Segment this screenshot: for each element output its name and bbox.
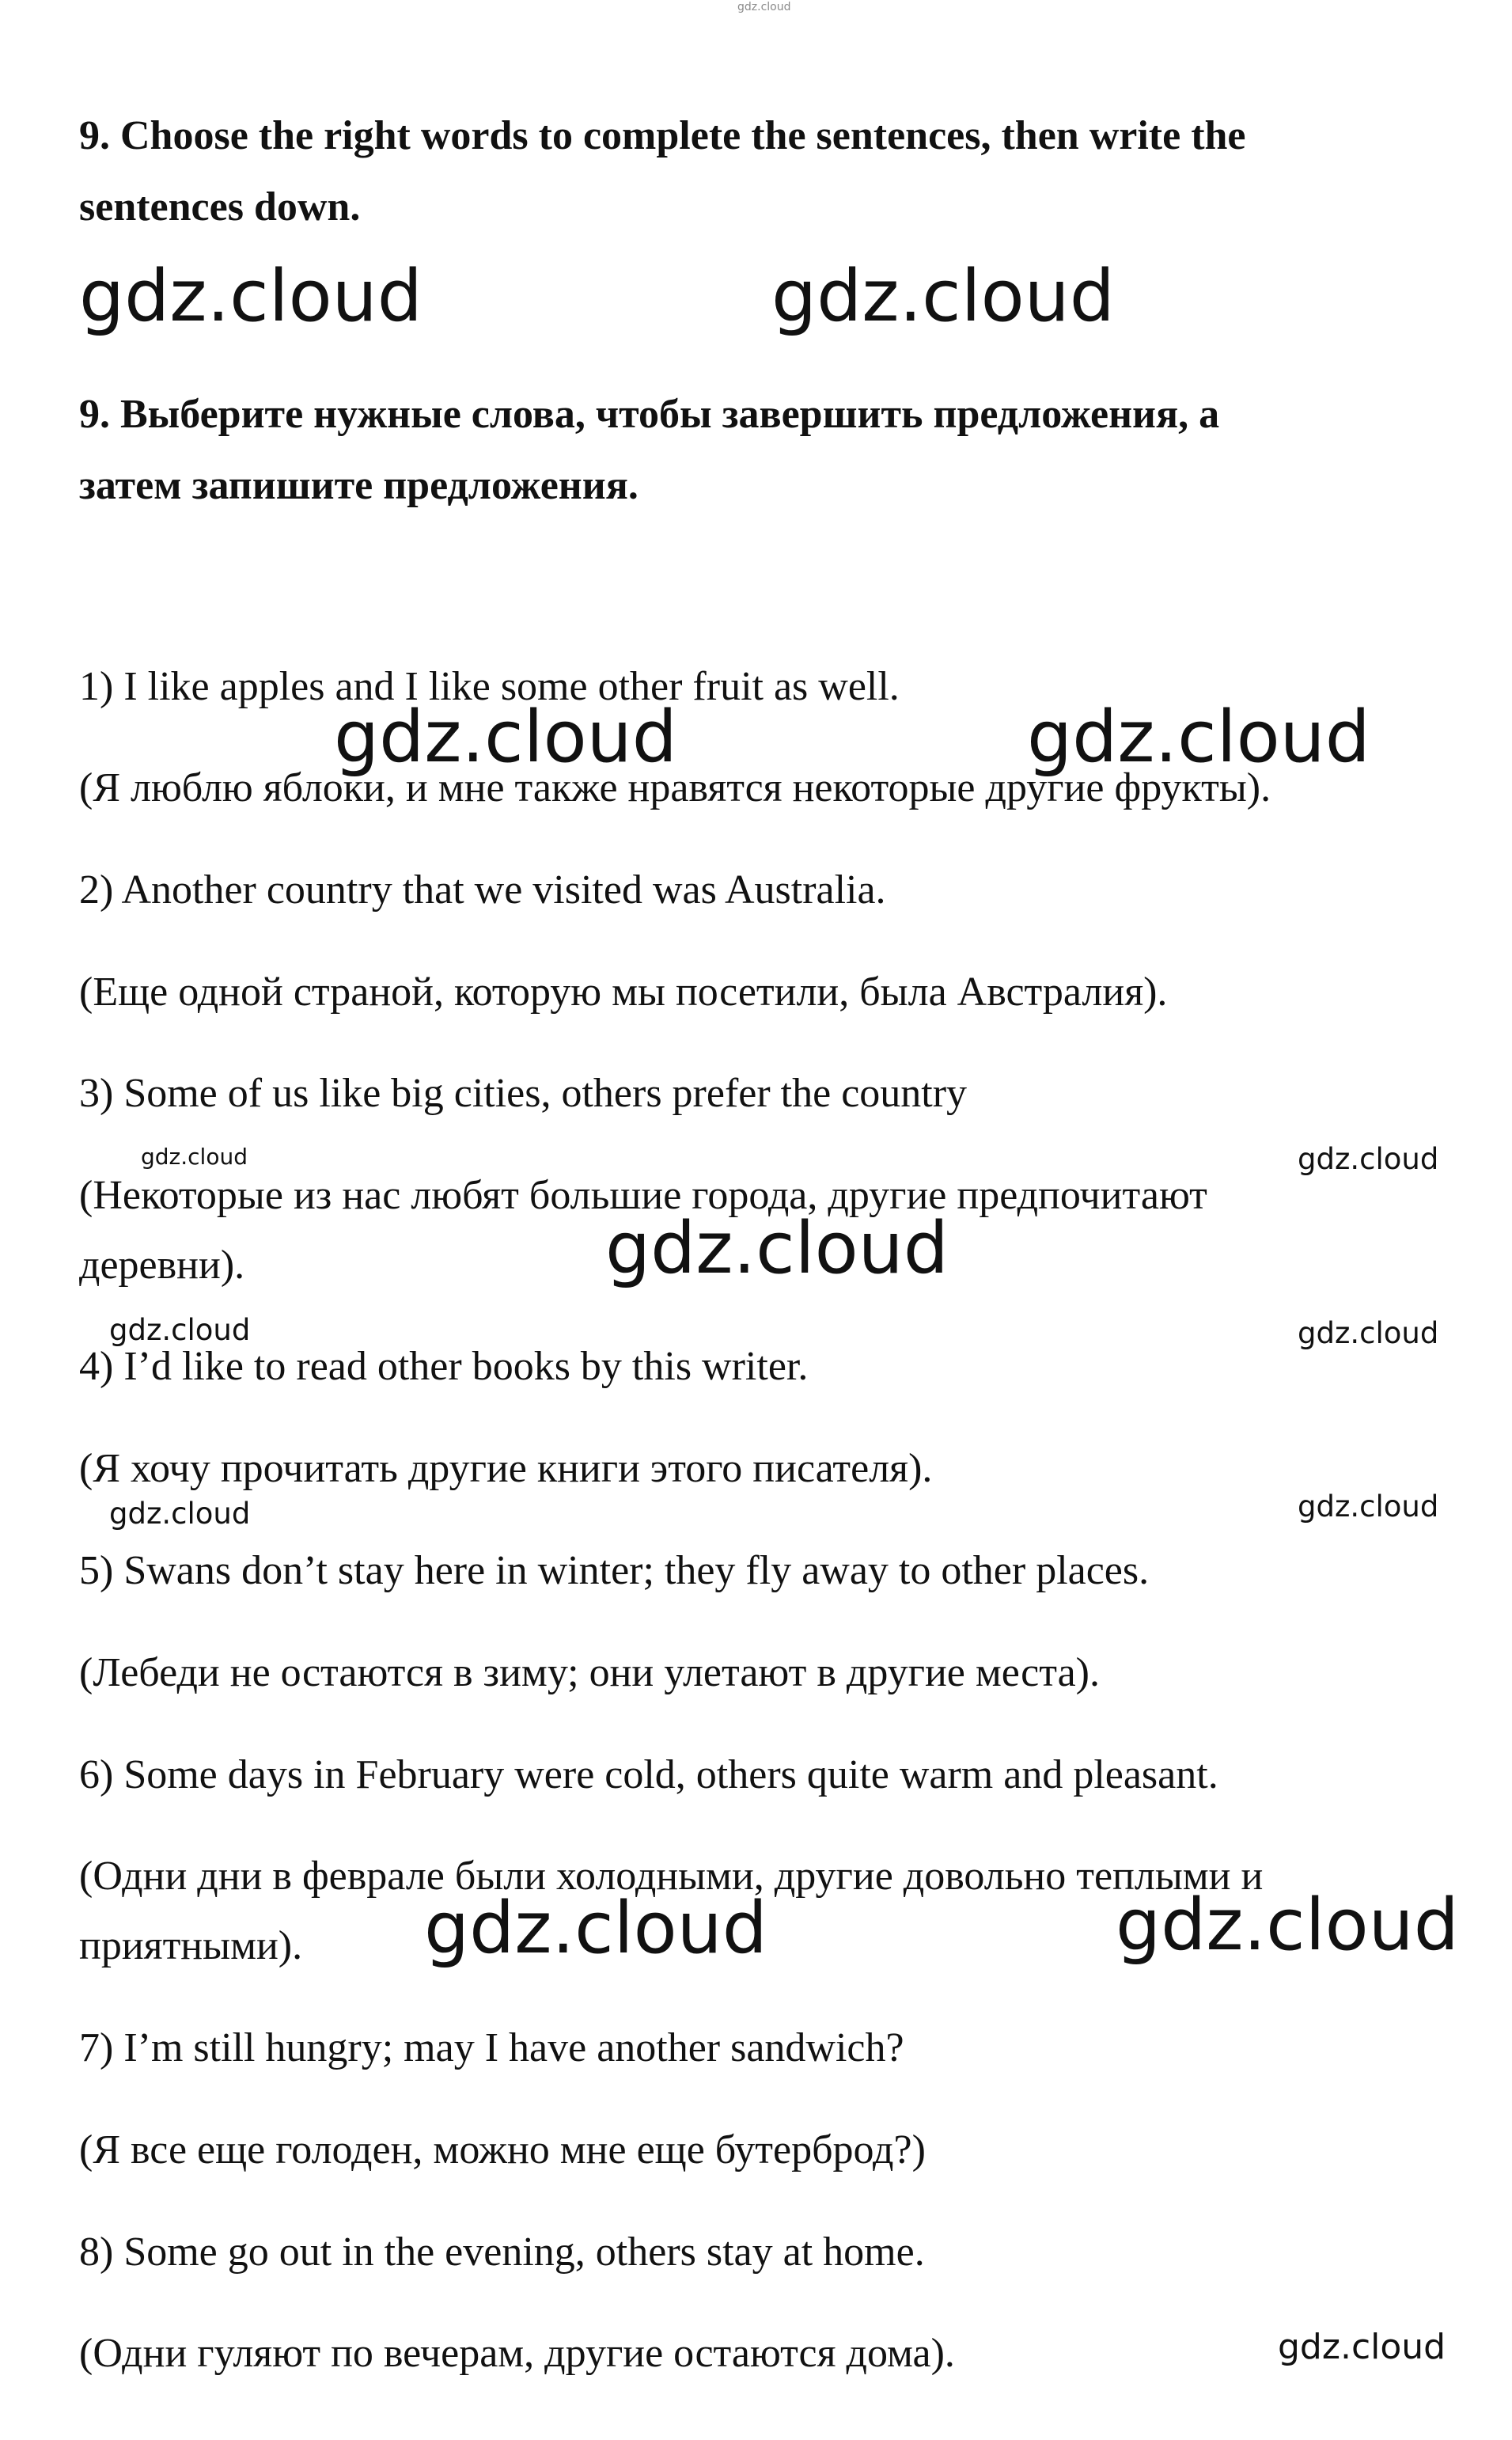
answer-8-ru: (Одни гуляют по вечерам, другие остаются дома). bbox=[79, 2331, 955, 2376]
watermark-large: gdz.cloud bbox=[771, 255, 1115, 338]
watermark-small: gdz.cloud bbox=[1298, 1489, 1439, 1524]
watermark-large: gdz.cloud bbox=[424, 1887, 767, 1970]
watermark-small: gdz.cloud bbox=[109, 1313, 251, 1347]
answer-2-ru: (Еще одной страной, которую мы посетили, была Австралия). bbox=[79, 970, 1168, 1015]
answer-6-ru-line1: (Одни дни в феврале были холодными, другие довольно теплыми и bbox=[79, 1854, 1264, 1899]
answer-6-en: 6) Some days in February were cold, others quite warm and pleasant. bbox=[79, 1752, 1218, 1797]
answer-5-en: 5) Swans don’t stay here in winter; they fly away to other places. bbox=[79, 1548, 1150, 1593]
answer-4-ru: (Я хочу прочитать другие книги этого писателя). bbox=[79, 1446, 933, 1491]
answer-3-ru-line1: (Некоторые из нас любят большие города, другие предпочитают bbox=[79, 1173, 1207, 1218]
watermark-top: gdz.cloud bbox=[737, 1, 791, 13]
watermark-small: gdz.cloud bbox=[109, 1497, 251, 1531]
answer-4-en: 4) I’d like to read other books by this writer. bbox=[79, 1344, 809, 1389]
answer-5-ru: (Лебеди не остаются в зиму; они улетают в другие места). bbox=[79, 1650, 1100, 1695]
answer-3-en: 3) Some of us like big cities, others prefer the country bbox=[79, 1071, 968, 1116]
watermark-large: gdz.cloud bbox=[334, 696, 677, 779]
answer-2-en: 2) Another country that we visited was Australia. bbox=[79, 867, 886, 913]
task-title-ru-line1: 9. Выберите нужные слова, чтобы завершить предложения, а bbox=[79, 392, 1220, 437]
watermark-small: gdz.cloud bbox=[1298, 1142, 1439, 1176]
answer-1-en: 1) I like apples and I like some other fruit as well. bbox=[79, 664, 900, 709]
watermark-small: gdz.cloud bbox=[141, 1144, 248, 1170]
task-title-ru-line2: затем запишите предложения. bbox=[79, 463, 639, 508]
answer-3-ru-line2: деревни). bbox=[79, 1243, 245, 1288]
answer-6-ru-line2: приятными). bbox=[79, 1923, 303, 1968]
watermark-small: gdz.cloud bbox=[1278, 2327, 1446, 2367]
task-title-en-line1: 9. Choose the right words to complete the sentences, then write the bbox=[79, 113, 1246, 158]
watermark-large: gdz.cloud bbox=[79, 255, 423, 338]
answer-7-en: 7) I’m still hungry; may I have another sandwich? bbox=[79, 2025, 904, 2070]
task-title-en-line2: sentences down. bbox=[79, 184, 361, 230]
answer-8-en: 8) Some go out in the evening, others stay at home. bbox=[79, 2229, 925, 2275]
watermark-large: gdz.cloud bbox=[1116, 1884, 1459, 1967]
answer-1-ru: (Я люблю яблоки, и мне также нравятся некоторые другие фрукты). bbox=[79, 765, 1271, 810]
watermark-large: gdz.cloud bbox=[1027, 696, 1370, 779]
watermark-large: gdz.cloud bbox=[605, 1207, 949, 1290]
watermark-small: gdz.cloud bbox=[1298, 1316, 1439, 1350]
answer-7-ru: (Я все еще голоден, можно мне еще бутерброд?) bbox=[79, 2127, 926, 2172]
